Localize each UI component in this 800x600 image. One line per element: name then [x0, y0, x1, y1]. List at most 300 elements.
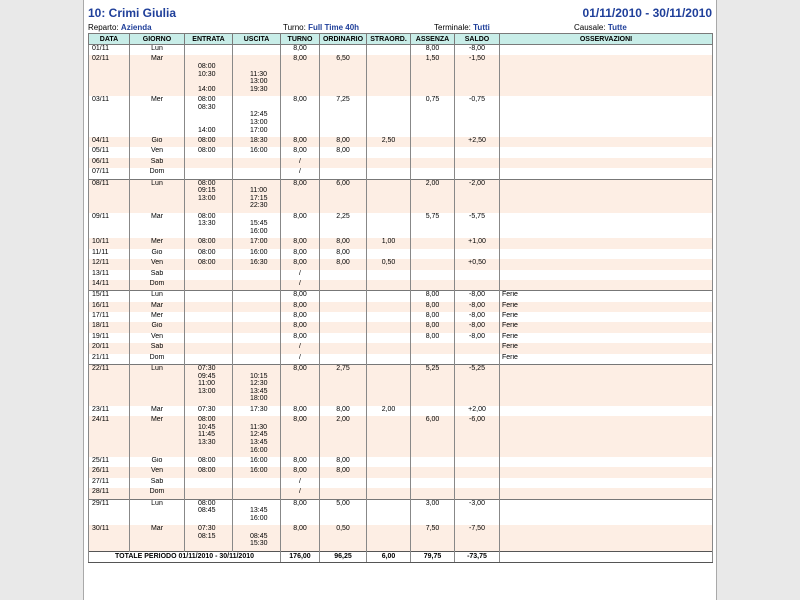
day-cell: Ven	[130, 333, 185, 343]
uscita-cell	[233, 467, 281, 477]
osservazioni-cell	[500, 96, 713, 137]
entrata-time: 07:30	[198, 525, 216, 533]
ordinario-cell	[320, 280, 367, 291]
uscita-cell	[233, 55, 281, 96]
date-cell: 09/11	[89, 213, 130, 239]
turno-cell: 8,00	[281, 333, 320, 343]
ordinario-cell: 8,00	[320, 406, 367, 416]
table-row	[89, 158, 713, 168]
date-cell: 04/11	[89, 137, 130, 147]
turno-cell: /	[281, 343, 320, 353]
osservazioni-cell	[500, 478, 713, 488]
osservazioni-cell	[500, 488, 713, 499]
saldo-cell: +2,00	[455, 406, 500, 416]
entrata-cell	[185, 249, 233, 259]
assenza-cell	[411, 249, 455, 259]
osservazioni-cell	[500, 213, 713, 239]
day-cell: Sab	[130, 343, 185, 353]
entrata-cell	[185, 343, 233, 353]
table-row	[89, 488, 713, 499]
entrata-time: 13:30	[198, 438, 216, 446]
title-row	[88, 6, 712, 20]
osservazioni-cell	[500, 45, 713, 56]
employee-name: 10: Crimi Giulia	[88, 6, 177, 20]
uscita-time: 11:00	[250, 187, 267, 195]
uscita-time: 16:00	[250, 446, 268, 454]
straord-cell	[367, 457, 411, 467]
uscita-time	[250, 500, 280, 508]
date-cell: 15/11	[89, 291, 130, 302]
table-row	[89, 291, 713, 302]
saldo-cell	[455, 270, 500, 280]
entrata-time: 08:00	[198, 457, 216, 464]
totals-row	[89, 551, 713, 562]
ordinario-cell: 0,50	[320, 525, 367, 551]
total-saldo: -73,75	[455, 551, 500, 562]
assenza-cell: 5,25	[411, 365, 455, 406]
assenza-cell	[411, 280, 455, 291]
ordinario-cell: 8,00	[320, 137, 367, 147]
entrata-cell	[185, 270, 233, 280]
table-row	[89, 45, 713, 56]
table-row	[89, 55, 713, 96]
entrata-time: 08:00	[198, 147, 216, 155]
day-cell: Sab	[130, 478, 185, 488]
ordinario-cell: 8,00	[320, 238, 367, 248]
entrata-cell	[185, 312, 233, 322]
uscita-time: 15:30	[250, 540, 268, 548]
assenza-cell: 5,75	[411, 213, 455, 239]
entrata-cell	[185, 457, 233, 467]
uscita-time	[250, 525, 280, 533]
entrata-time: 08:45	[198, 507, 216, 515]
saldo-cell	[455, 467, 500, 477]
day-cell: Gio	[130, 457, 185, 467]
osservazioni-cell	[500, 168, 713, 179]
saldo-cell: +2,50	[455, 137, 500, 147]
day-cell: Lun	[130, 499, 185, 525]
assenza-cell: 1,50	[411, 55, 455, 96]
entrata-time: 08:30	[198, 103, 216, 111]
total-ordinario: 96,25	[320, 551, 367, 562]
straord-cell	[367, 147, 411, 157]
uscita-cell	[233, 137, 281, 147]
timesheet-page	[83, 0, 717, 600]
uscita-time	[250, 416, 280, 424]
uscita-time: 16:00	[250, 147, 268, 155]
col-header-uscita: USCITA	[233, 34, 281, 45]
uscita-cell	[233, 280, 281, 291]
table-row	[89, 312, 713, 322]
uscita-cell	[233, 270, 281, 280]
turno-cell: 8,00	[281, 213, 320, 239]
ordinario-cell: 8,00	[320, 249, 367, 259]
uscita-cell	[233, 406, 281, 416]
turno-info	[283, 23, 359, 32]
date-cell: 02/11	[89, 55, 130, 96]
date-cell: 07/11	[89, 168, 130, 179]
straord-cell	[367, 45, 411, 56]
saldo-cell: -7,50	[455, 525, 500, 551]
saldo-cell	[455, 158, 500, 168]
saldo-cell: -1,50	[455, 55, 500, 96]
ordinario-cell: 5,00	[320, 499, 367, 525]
uscita-cell	[233, 249, 281, 259]
straord-cell	[367, 291, 411, 302]
uscita-time: 13:45	[250, 438, 268, 446]
table-row	[89, 406, 713, 416]
straord-cell	[367, 365, 411, 406]
entrata-cell	[185, 137, 233, 147]
entrata-time: 10:30	[198, 70, 216, 78]
entrata-time: 07:30	[198, 365, 216, 373]
assenza-cell: 8,00	[411, 312, 455, 322]
totals-label: TOTALE PERIODO 01/11/2010 - 30/11/2010	[89, 551, 281, 562]
osservazioni-cell	[500, 179, 713, 213]
entrata-cell	[185, 478, 233, 488]
assenza-cell: 8,00	[411, 322, 455, 332]
entrata-time: 08:00	[198, 62, 216, 70]
osservazioni-cell: Ferie	[500, 322, 713, 332]
ordinario-cell	[320, 270, 367, 280]
date-cell: 06/11	[89, 158, 130, 168]
entrata-cell	[185, 280, 233, 291]
entrata-cell	[185, 467, 233, 477]
ordinario-cell	[320, 333, 367, 343]
table-row	[89, 416, 713, 457]
date-cell: 30/11	[89, 525, 130, 551]
date-cell: 10/11	[89, 238, 130, 248]
entrata-cell	[185, 147, 233, 157]
entrata-cell	[185, 333, 233, 343]
straord-cell	[367, 354, 411, 365]
straord-cell	[367, 55, 411, 96]
osservazioni-cell: Ferie	[500, 333, 713, 343]
ordinario-cell	[320, 291, 367, 302]
straord-cell	[367, 280, 411, 291]
turno-cell: 8,00	[281, 96, 320, 137]
table-row	[89, 280, 713, 291]
entrata-time: 11:45	[198, 431, 215, 439]
uscita-time: 18:30	[250, 136, 268, 144]
uscita-time: 13:00	[250, 118, 268, 126]
saldo-cell: -6,00	[455, 416, 500, 457]
osservazioni-cell	[500, 270, 713, 280]
table-row	[89, 147, 713, 157]
day-cell: Sab	[130, 270, 185, 280]
assenza-cell: 3,00	[411, 499, 455, 525]
day-cell: Ven	[130, 147, 185, 157]
uscita-cell	[233, 259, 281, 269]
turno-cell: 8,00	[281, 416, 320, 457]
table-row	[89, 322, 713, 332]
entrata-cell	[185, 499, 233, 525]
table-body	[89, 45, 713, 552]
col-header-assenza: ASSENZA	[411, 34, 455, 45]
saldo-cell	[455, 354, 500, 365]
uscita-time	[250, 104, 280, 112]
straord-cell: 2,00	[367, 406, 411, 416]
turno-cell: 8,00	[281, 322, 320, 332]
table-row	[89, 168, 713, 179]
assenza-cell: 8,00	[411, 333, 455, 343]
ordinario-cell	[320, 322, 367, 332]
uscita-time: 10:15	[250, 372, 268, 380]
uscita-cell	[233, 343, 281, 353]
uscita-cell	[233, 213, 281, 239]
saldo-cell: -5,25	[455, 365, 500, 406]
assenza-cell	[411, 488, 455, 499]
ordinario-cell	[320, 45, 367, 56]
table-row	[89, 525, 713, 551]
uscita-time: 16:00	[250, 457, 268, 464]
osservazioni-cell	[500, 147, 713, 157]
uscita-time: 16:00	[250, 467, 268, 475]
osservazioni-cell	[500, 249, 713, 259]
uscita-cell	[233, 45, 281, 56]
table-row	[89, 238, 713, 248]
uscita-cell	[233, 168, 281, 179]
uscita-cell	[233, 302, 281, 312]
entrata-time: 08:00	[198, 212, 216, 220]
uscita-cell	[233, 354, 281, 365]
turno-cell: 8,00	[281, 525, 320, 551]
date-cell: 18/11	[89, 322, 130, 332]
entrata-cell	[185, 291, 233, 302]
entrata-time: 08:00	[198, 259, 216, 267]
uscita-time: 16:00	[250, 248, 268, 256]
entrata-time: 08:00	[198, 96, 216, 104]
straord-cell	[367, 333, 411, 343]
saldo-cell: -8,00	[455, 291, 500, 302]
uscita-cell	[233, 499, 281, 525]
col-header-turno: TURNO	[281, 34, 320, 45]
entrata-cell	[185, 55, 233, 96]
day-cell: Dom	[130, 280, 185, 291]
osservazioni-cell	[500, 457, 713, 467]
turno-cell: /	[281, 168, 320, 179]
straord-cell	[367, 158, 411, 168]
entrata-time: 08:00	[198, 467, 216, 475]
assenza-cell: 8,00	[411, 45, 455, 56]
turno-cell: 8,00	[281, 249, 320, 259]
entrata-cell	[185, 525, 233, 551]
causale-value: Tutte	[607, 23, 627, 32]
uscita-cell	[233, 525, 281, 551]
day-cell: Mar	[130, 302, 185, 312]
entrata-time: 11:00	[198, 380, 215, 388]
uscita-time: 12:45	[250, 111, 268, 119]
assenza-cell	[411, 343, 455, 353]
table-row	[89, 213, 713, 239]
turno-cell: 8,00	[281, 467, 320, 477]
turno-cell: 8,00	[281, 302, 320, 312]
ordinario-cell: 6,50	[320, 55, 367, 96]
table-row	[89, 333, 713, 343]
day-cell: Gio	[130, 322, 185, 332]
ordinario-cell: 2,75	[320, 365, 367, 406]
saldo-cell	[455, 168, 500, 179]
straord-cell: 2,50	[367, 137, 411, 147]
turno-cell: /	[281, 280, 320, 291]
date-cell: 29/11	[89, 499, 130, 525]
saldo-cell	[455, 249, 500, 259]
total-turno: 176,00	[281, 551, 320, 562]
date-cell: 23/11	[89, 406, 130, 416]
entrata-cell	[185, 406, 233, 416]
ordinario-cell: 2,00	[320, 416, 367, 457]
assenza-cell: 6,00	[411, 416, 455, 457]
uscita-time: 22:30	[250, 202, 268, 210]
day-cell: Mer	[130, 238, 185, 248]
uscita-time	[250, 55, 280, 63]
terminale-info	[434, 23, 490, 32]
causale-label: Causale:	[574, 23, 606, 32]
turno-cell: /	[281, 158, 320, 168]
straord-cell	[367, 179, 411, 213]
date-cell: 22/11	[89, 365, 130, 406]
entrata-time: 07:30	[198, 405, 216, 413]
col-header-ordinario: ORDINARIO	[320, 34, 367, 45]
entrata-time: 08:00	[198, 499, 216, 507]
date-cell: 13/11	[89, 270, 130, 280]
turno-label: Turno:	[283, 23, 306, 32]
uscita-cell	[233, 333, 281, 343]
date-cell: 11/11	[89, 249, 130, 259]
entrata-time	[198, 111, 232, 119]
assenza-cell: 7,50	[411, 525, 455, 551]
turno-cell: /	[281, 270, 320, 280]
table-row	[89, 270, 713, 280]
uscita-cell	[233, 457, 281, 467]
uscita-cell	[233, 291, 281, 302]
table-row	[89, 467, 713, 477]
turno-cell: 8,00	[281, 312, 320, 322]
day-cell: Mar	[130, 213, 185, 239]
saldo-cell: -2,00	[455, 179, 500, 213]
straord-cell	[367, 322, 411, 332]
turno-cell: 8,00	[281, 45, 320, 56]
straord-cell: 0,50	[367, 259, 411, 269]
ordinario-cell	[320, 158, 367, 168]
turno-cell: 8,00	[281, 406, 320, 416]
table-row	[89, 478, 713, 488]
turno-cell: /	[281, 354, 320, 365]
entrata-time: 13:30	[198, 220, 216, 228]
col-header-saldo: SALDO	[455, 34, 500, 45]
table-row	[89, 137, 713, 147]
ordinario-cell: 8,00	[320, 457, 367, 467]
table-row	[89, 96, 713, 137]
straord-cell	[367, 467, 411, 477]
osservazioni-cell	[500, 238, 713, 248]
turno-cell: /	[281, 478, 320, 488]
osservazioni-cell: Ferie	[500, 312, 713, 322]
day-cell: Ven	[130, 467, 185, 477]
timesheet-table	[88, 33, 713, 563]
table-row	[89, 259, 713, 269]
turno-cell: 8,00	[281, 259, 320, 269]
uscita-time: 17:00	[250, 238, 268, 246]
saldo-cell	[455, 147, 500, 157]
osservazioni-cell: Ferie	[500, 343, 713, 353]
day-cell: Sab	[130, 158, 185, 168]
saldo-cell	[455, 457, 500, 467]
straord-cell	[367, 416, 411, 457]
col-header-straord: STRAORD.	[367, 34, 411, 45]
uscita-cell	[233, 96, 281, 137]
assenza-cell: 2,00	[411, 179, 455, 213]
uscita-cell	[233, 312, 281, 322]
table-row	[89, 343, 713, 353]
entrata-cell	[185, 179, 233, 213]
col-header-data: DATA	[89, 34, 130, 45]
assenza-cell	[411, 168, 455, 179]
date-cell: 28/11	[89, 488, 130, 499]
uscita-time: 13:45	[250, 507, 268, 515]
day-cell: Dom	[130, 488, 185, 499]
table-header-row	[89, 34, 713, 45]
turno-cell: 8,00	[281, 457, 320, 467]
osservazioni-cell: Ferie	[500, 291, 713, 302]
table-row	[89, 302, 713, 312]
ordinario-cell	[320, 168, 367, 179]
uscita-time: 17:15	[250, 194, 268, 202]
ordinario-cell	[320, 478, 367, 488]
straord-cell	[367, 525, 411, 551]
uscita-time	[250, 213, 280, 221]
uscita-time: 11:30	[250, 423, 267, 431]
assenza-cell	[411, 158, 455, 168]
entrata-time: 13:00	[198, 194, 216, 202]
turno-cell: 8,00	[281, 137, 320, 147]
date-cell: 17/11	[89, 312, 130, 322]
period-range: 01/11/2010 - 30/11/2010	[582, 6, 712, 20]
entrata-time: 08:00	[198, 179, 216, 187]
uscita-time: 16:00	[250, 227, 268, 235]
day-cell: Mer	[130, 312, 185, 322]
uscita-time	[250, 96, 280, 104]
entrata-cell	[185, 238, 233, 248]
ordinario-cell	[320, 488, 367, 499]
turno-cell: 8,00	[281, 55, 320, 96]
day-cell: Lun	[130, 291, 185, 302]
table-row	[89, 457, 713, 467]
col-header-osservazioni: OSSERVAZIONI	[500, 34, 713, 45]
saldo-cell: -3,00	[455, 499, 500, 525]
entrata-time: 09:15	[198, 187, 216, 195]
entrata-cell	[185, 322, 233, 332]
day-cell: Gio	[130, 249, 185, 259]
entrata-time	[198, 78, 232, 86]
straord-cell	[367, 488, 411, 499]
entrata-cell	[185, 365, 233, 406]
entrata-cell	[185, 158, 233, 168]
saldo-cell: -8,00	[455, 302, 500, 312]
entrata-time: 08:00	[198, 416, 216, 424]
ordinario-cell: 8,00	[320, 147, 367, 157]
date-cell: 21/11	[89, 354, 130, 365]
uscita-time: 11:30	[250, 70, 267, 78]
straord-cell	[367, 302, 411, 312]
osservazioni-cell	[500, 137, 713, 147]
ordinario-cell: 6,00	[320, 179, 367, 213]
assenza-cell	[411, 238, 455, 248]
entrata-time: 10:45	[198, 423, 216, 431]
saldo-cell	[455, 343, 500, 353]
day-cell: Mar	[130, 406, 185, 416]
uscita-time	[250, 365, 280, 373]
